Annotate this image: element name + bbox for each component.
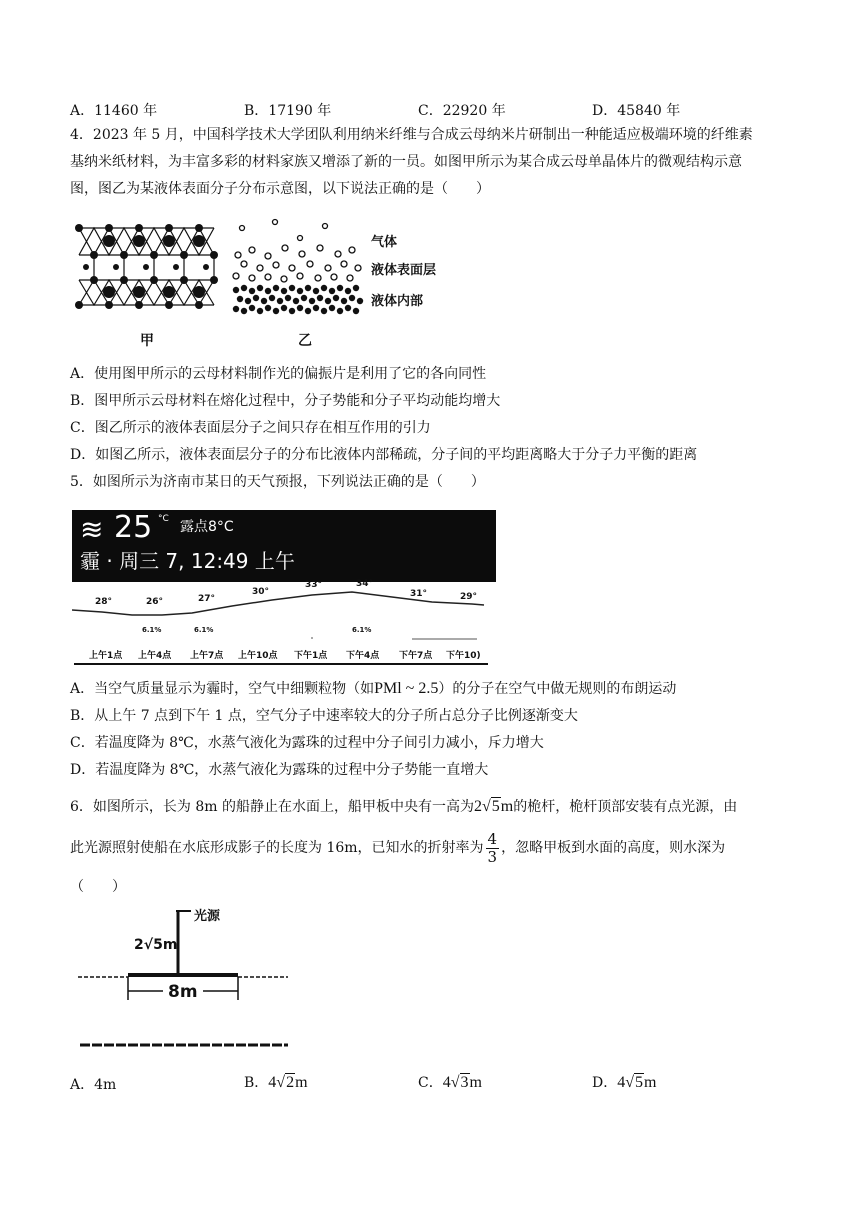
time-label-3: 上午7点 [190, 651, 224, 661]
temperature-value: 25 [114, 510, 153, 545]
precip-label-2: 6.1% [194, 626, 214, 634]
figure-yi-label: 乙 [298, 333, 312, 349]
q6-option-d: D．4√5m [592, 1074, 657, 1091]
q4-stem-line3: 图，图乙为某液体表面分子分布示意图，以下说法正确的是（ ） [70, 181, 490, 197]
q4-option-c: C．图乙所示的液体表面层分子之间只存在相互作用的引力 [70, 420, 431, 436]
precip-label-1: 6.1% [142, 626, 162, 634]
label-liquid-inner: 液体内部 [371, 294, 424, 309]
q6-option-c: C．4√3m [418, 1074, 482, 1091]
temp-label-5: 33° [305, 580, 323, 590]
q3-option-d: D．45840 年 [592, 103, 681, 119]
liquid-surface-figure [230, 210, 365, 325]
time-label-4: 上午10点 [238, 651, 278, 661]
q6-option-b: B．4√2m [244, 1074, 308, 1091]
q4-option-a: A．使用图甲所示的云母材料制作光的偏振片是利用了它的各向同性 [70, 366, 487, 382]
label-liquid-surface: 液体表面层 [371, 263, 437, 278]
q4-option-b: B．图甲所示云母材料在熔化过程中，分子势能和分子平均动能均增大 [70, 393, 501, 409]
light-source-label: 光源 [194, 909, 221, 924]
q5-option-d: D．若温度降为 8℃，水蒸气液化为露珠的过程中分子势能一直增大 [70, 762, 489, 778]
weather-forecast-panel [72, 510, 496, 582]
time-label-6: 下午4点 [346, 651, 380, 661]
q3-option-b: B．17190 年 [244, 103, 332, 119]
dew-point: 露点8°C [180, 519, 234, 535]
label-gas: 气体 [371, 235, 398, 250]
q4-stem-line2: 基纳米纸材料，为丰富多彩的材料家族又增添了新的一员。如图甲所示为某合成云母单晶体片的微观结构示意 [70, 154, 742, 170]
boat-mast-figure [78, 905, 293, 1050]
q6-stem-line3: （ ） [70, 879, 126, 895]
mica-crystal-figure [74, 210, 224, 320]
temp-label-1: 28° [95, 597, 113, 607]
temperature-unit: °C [158, 514, 169, 524]
figure-jia-label: 甲 [140, 333, 154, 349]
temp-label-3: 27° [198, 594, 216, 604]
haze-icon: ≋ [80, 513, 104, 546]
q6-stem-line2: 此光源照射使船在水底形成影子的长度为 16m，已知水的折射率为 $\frac{4}{3}$ ，忽略甲板到水面的高度，则水深为 [70, 829, 726, 866]
q5-stem: 5．如图所示为济南市某日的天气预报，下列说法正确的是（ ） [70, 474, 485, 490]
q4-stem-line1: 4．2023 年 5 月，中国科学技术大学团队利用纳米纤维与合成云母纳米片研制出一种能适应极端环境的纤维素 [70, 127, 753, 143]
temp-label-6: 34° [356, 579, 374, 589]
q3-option-a: A．11460 年 [70, 103, 158, 119]
time-label-2: 上午4点 [138, 651, 172, 661]
q3-option-c: C．22920 年 [418, 103, 506, 119]
mast-height-label: 2√5m [134, 937, 178, 953]
q6-option-a: A．4m [70, 1077, 117, 1093]
q5-option-a: A．当空气质量显示为霾时，空气中细颗粒物（如PMl ~ 2.5）的分子在空气中做无规则的布朗运动 [70, 680, 677, 697]
q4-option-d: D．如图乙所示，液体表面层分子的分布比液体内部稀疏，分子间的平均距离略大于分子力平衡的距离 [70, 447, 698, 463]
q5-option-b: B．从上午 7 点到下午 1 点，空气分子中速率较大的分子所占总分子比例逐渐变大 [70, 708, 578, 724]
temperature-curve [72, 582, 496, 670]
q5-option-c: C．若温度降为 8℃，水蒸气液化为露珠的过程中分子间引力减小，斥力增大 [70, 735, 544, 751]
time-label-5: 下午1点 [294, 651, 328, 661]
time-label-7: 下午7点 [399, 651, 433, 661]
time-label-1: 上午1点 [89, 651, 123, 661]
temp-label-8: 29° [460, 592, 478, 602]
precip-label-3: 6.1% [352, 626, 372, 634]
temp-label-2: 26° [146, 597, 164, 607]
refractive-index-fraction: $\frac{4}{3}$ [487, 829, 498, 866]
temp-label-7: 31° [410, 589, 428, 599]
q6-stem-line1: 6．如图所示，长为 8m 的船静止在水面上，船甲板中央有一高为2√5m的桅杆，桅杆顶部安装有点光源，由 [70, 798, 738, 815]
time-label-8: 下午10) [446, 651, 481, 661]
weather-status-line: 霾 · 周三 7, 12:49 上午 [80, 549, 295, 573]
boat-length-label: 8m [168, 982, 198, 1002]
temp-label-4: 30° [252, 587, 270, 597]
